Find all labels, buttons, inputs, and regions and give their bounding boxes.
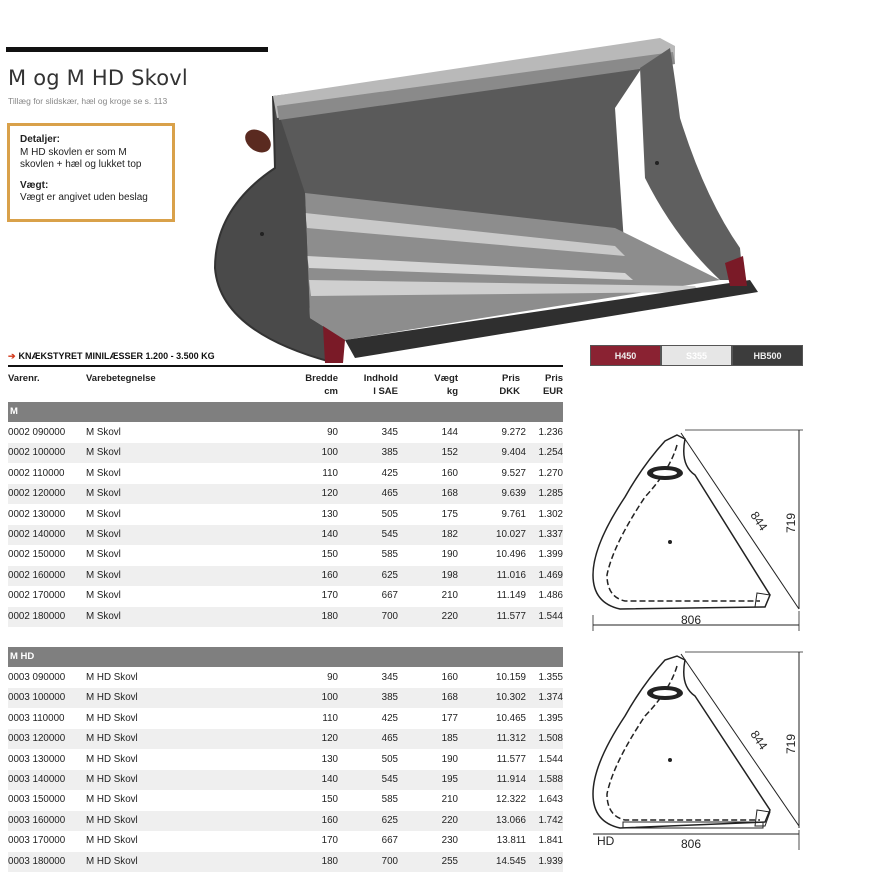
cell-price-eur: 1.643 [538, 794, 563, 806]
drawing-hd-tag: HD [597, 834, 615, 848]
cell-price-eur: 1.395 [538, 712, 563, 724]
cell-volume: 505 [381, 508, 398, 520]
cell-price-eur: 1.486 [538, 590, 563, 602]
cell-width: 170 [321, 835, 338, 847]
cell-price-dkk: 13.066 [496, 814, 526, 826]
cell-width: 170 [321, 590, 338, 602]
cell-price-eur: 1.841 [538, 835, 563, 847]
table-row [8, 464, 563, 484]
cell-varenr: 0003 140000 [8, 774, 66, 785]
cell-varenr: 0003 090000 [8, 672, 66, 683]
cell-weight: 255 [441, 855, 458, 867]
cell-varenr: 0002 090000 [8, 427, 66, 438]
cell-volume: 700 [381, 610, 398, 622]
cell-varenr: 0002 100000 [8, 447, 66, 459]
details-line-2: skovlen + hæl og lukket top [20, 159, 142, 170]
cell-price-dkk: 11.312 [496, 733, 526, 745]
cell-name: M HD Skovl [86, 835, 138, 847]
col-eur-2: EUR [542, 386, 563, 397]
cell-width: 120 [321, 488, 338, 500]
cell-weight: 168 [441, 692, 458, 704]
cell-price-eur: 1.270 [538, 467, 563, 479]
table-row [8, 729, 563, 749]
cell-name: M HD Skovl [86, 712, 138, 724]
cell-price-dkk: 10.496 [496, 549, 526, 561]
cell-varenr: 0002 140000 [8, 529, 66, 540]
cell-weight: 144 [441, 427, 458, 438]
cell-name: M HD Skovl [86, 692, 138, 704]
col-name: Varebetegnelse [86, 373, 156, 384]
cell-name: M HD Skovl [86, 672, 138, 683]
details-box [7, 123, 175, 222]
cell-varenr: 0002 150000 [8, 549, 66, 561]
cell-price-dkk: 9.639 [501, 488, 526, 500]
cell-width: 160 [321, 569, 338, 581]
cell-width: 180 [321, 610, 338, 622]
cell-width: 140 [321, 529, 338, 540]
drawing-m-diag: 844 [747, 508, 771, 534]
col-vol-1: Indhold [363, 373, 398, 384]
material-s355: S355 [661, 345, 732, 366]
cell-varenr: 0002 110000 [8, 467, 65, 479]
cell-volume: 465 [381, 733, 398, 745]
cell-name: M Skovl [86, 467, 121, 479]
cell-name: M HD Skovl [86, 733, 138, 745]
cell-varenr: 0003 180000 [8, 855, 66, 867]
cell-width: 90 [327, 427, 338, 438]
table-row [8, 586, 563, 606]
cell-price-dkk: 12.322 [496, 794, 526, 806]
cell-volume: 425 [381, 712, 398, 724]
cell-varenr: 0002 130000 [8, 508, 66, 520]
cell-price-dkk: 11.577 [496, 610, 526, 622]
cell-width: 110 [322, 467, 338, 479]
table-row [8, 688, 563, 708]
col-dkk-2: DKK [499, 386, 520, 397]
cell-volume: 425 [381, 467, 398, 479]
drawing-hd-width: 806 [681, 837, 702, 851]
drawing-hd [585, 650, 815, 855]
table-row [8, 566, 563, 586]
cell-weight: 220 [441, 814, 458, 826]
cell-weight: 190 [441, 549, 458, 561]
table-row [8, 709, 563, 729]
cell-price-eur: 1.355 [538, 672, 563, 683]
cell-price-dkk: 11.016 [496, 569, 526, 581]
cell-volume: 585 [381, 794, 398, 806]
cell-weight: 230 [441, 835, 458, 847]
cell-volume: 385 [381, 447, 398, 459]
cell-varenr: 0003 120000 [8, 733, 66, 745]
arrow-right-icon: ➔ [8, 351, 16, 361]
cell-price-eur: 1.285 [538, 488, 563, 500]
cell-price-eur: 1.399 [538, 549, 563, 561]
table-row [8, 811, 563, 831]
cell-weight: 198 [441, 569, 458, 581]
page-title: M og M HD Skovl [8, 66, 188, 90]
cell-price-dkk: 13.811 [496, 835, 526, 847]
col-dkk-1: Pris [502, 373, 520, 384]
cell-volume: 667 [381, 590, 398, 602]
table-header [8, 371, 563, 401]
table-row [8, 668, 563, 688]
cell-width: 120 [321, 733, 338, 745]
cell-price-dkk: 11.914 [496, 774, 526, 785]
table-row [8, 790, 563, 810]
cell-varenr: 0003 160000 [8, 814, 66, 826]
cell-price-eur: 1.374 [538, 692, 563, 704]
section-heading [8, 351, 215, 362]
cell-volume: 465 [381, 488, 398, 500]
details-line-1: M HD skovlen er som M [20, 146, 127, 158]
cell-weight: 195 [441, 774, 458, 785]
cell-varenr: 0002 160000 [8, 569, 66, 581]
cell-price-dkk: 14.545 [496, 855, 526, 867]
cell-price-eur: 1.508 [538, 733, 563, 745]
details-heading: Detaljer: [20, 134, 61, 145]
cell-weight: 210 [441, 794, 458, 806]
table-row [8, 852, 563, 872]
weight-heading: Vægt: [20, 179, 49, 191]
col-width-1: Bredde [305, 373, 338, 384]
cell-price-eur: 1.302 [538, 508, 563, 520]
cell-varenr: 0003 110000 [8, 712, 65, 724]
drawing-hd-height: 719 [784, 733, 798, 754]
cell-weight: 160 [441, 467, 458, 479]
cell-width: 110 [322, 712, 338, 724]
cell-weight: 177 [441, 712, 458, 724]
cell-weight: 168 [441, 488, 458, 500]
cell-price-eur: 1.939 [538, 855, 563, 867]
cell-price-eur: 1.254 [538, 447, 563, 459]
cell-weight: 220 [441, 610, 458, 622]
cell-width: 100 [321, 447, 338, 459]
cell-weight: 210 [441, 590, 458, 602]
cell-varenr: 0003 170000 [8, 835, 66, 847]
cell-weight: 175 [441, 508, 458, 520]
cell-price-dkk: 9.272 [501, 427, 526, 438]
cell-volume: 345 [381, 427, 398, 438]
table-row [8, 505, 563, 525]
cell-price-dkk: 11.149 [496, 590, 526, 602]
cell-width: 180 [321, 855, 338, 867]
cell-name: M HD Skovl [86, 814, 138, 826]
table-row [8, 525, 563, 545]
cell-price-eur: 1.588 [538, 774, 563, 785]
cell-name: M Skovl [86, 427, 121, 438]
col-weight-2: kg [446, 386, 458, 397]
table-row [8, 443, 563, 463]
weight-text: Vægt er angivet uden beslag [20, 192, 148, 203]
drawing-hd-diag: 844 [747, 727, 771, 753]
group-header: M [8, 402, 563, 422]
cell-width: 130 [321, 508, 338, 520]
page-subtitle: Tillæg for slidskær, hæl og kroge se s. 113 [8, 96, 168, 106]
cell-price-eur: 1.544 [538, 753, 563, 765]
drawing-m-height: 719 [784, 512, 798, 533]
cell-weight: 185 [441, 733, 458, 745]
drawing-m [585, 425, 815, 635]
col-vol-2: l SAE [373, 386, 398, 397]
cell-volume: 700 [381, 855, 398, 867]
material-hb500: HB500 [732, 345, 803, 366]
cell-width: 90 [327, 672, 338, 683]
cell-volume: 625 [381, 814, 398, 826]
cell-name: M Skovl [86, 590, 121, 602]
cell-price-eur: 1.742 [538, 814, 563, 826]
cell-width: 150 [321, 794, 338, 806]
cell-width: 150 [321, 549, 338, 561]
cell-price-dkk: 9.761 [501, 508, 526, 520]
table-row [8, 750, 563, 770]
cell-price-dkk: 9.404 [501, 447, 526, 459]
cell-varenr: 0002 180000 [8, 610, 66, 622]
col-nr: Varenr. [8, 373, 40, 384]
material-h450: H450 [590, 345, 661, 366]
table-row [8, 831, 563, 851]
drawing-m-width: 806 [681, 613, 702, 627]
col-eur-1: Pris [545, 373, 563, 384]
cell-price-dkk: 10.159 [496, 672, 526, 683]
cell-volume: 545 [381, 774, 398, 785]
cell-volume: 625 [381, 569, 398, 581]
cell-name: M Skovl [86, 447, 121, 459]
cell-price-dkk: 10.302 [496, 692, 526, 704]
bucket-illustration [195, 18, 765, 363]
cell-width: 100 [321, 692, 338, 704]
cell-width: 130 [321, 753, 338, 765]
cell-weight: 152 [441, 447, 458, 459]
cell-price-dkk: 11.577 [496, 753, 526, 765]
cell-name: M Skovl [86, 508, 121, 520]
cell-name: M HD Skovl [86, 753, 138, 765]
cell-name: M Skovl [86, 610, 121, 622]
table-row [8, 423, 563, 443]
cell-width: 160 [321, 814, 338, 826]
cell-volume: 345 [381, 672, 398, 683]
cell-volume: 505 [381, 753, 398, 765]
cell-volume: 585 [381, 549, 398, 561]
section-title: KNÆKSTYRET MINILÆSSER 1.200 - 3.500 KG [18, 351, 215, 361]
cell-varenr: 0002 120000 [8, 488, 66, 500]
col-weight-1: Vægt [434, 373, 458, 384]
table-row [8, 484, 563, 504]
cell-weight: 160 [441, 672, 458, 683]
cell-weight: 190 [441, 753, 458, 765]
material-legend [590, 345, 803, 366]
table-row [8, 545, 563, 565]
cell-name: M HD Skovl [86, 794, 138, 806]
cell-name: M Skovl [86, 488, 121, 500]
cell-name: M Skovl [86, 569, 121, 581]
cell-price-eur: 1.236 [538, 427, 563, 438]
cell-price-dkk: 10.027 [496, 529, 526, 540]
cell-name: M HD Skovl [86, 855, 138, 867]
cell-weight: 182 [441, 529, 458, 540]
cell-width: 140 [321, 774, 338, 785]
cell-price-dkk: 9.527 [501, 467, 526, 479]
cell-varenr: 0003 150000 [8, 794, 66, 806]
cell-volume: 545 [381, 529, 398, 540]
cell-price-eur: 1.544 [538, 610, 563, 622]
cell-varenr: 0003 100000 [8, 692, 66, 704]
table-row [8, 607, 563, 627]
cell-name: M HD Skovl [86, 774, 138, 785]
cell-varenr: 0002 170000 [8, 590, 66, 602]
group-header: M HD [8, 647, 563, 667]
cell-varenr: 0003 130000 [8, 753, 66, 765]
cell-price-eur: 1.337 [538, 529, 563, 540]
table-row [8, 770, 563, 790]
cell-price-dkk: 10.465 [496, 712, 526, 724]
cell-volume: 385 [381, 692, 398, 704]
cell-volume: 667 [381, 835, 398, 847]
cell-price-eur: 1.469 [538, 569, 563, 581]
table-top-rule [8, 365, 563, 367]
cell-name: M Skovl [86, 549, 121, 561]
cell-name: M Skovl [86, 529, 121, 540]
col-width-2: cm [324, 386, 338, 397]
